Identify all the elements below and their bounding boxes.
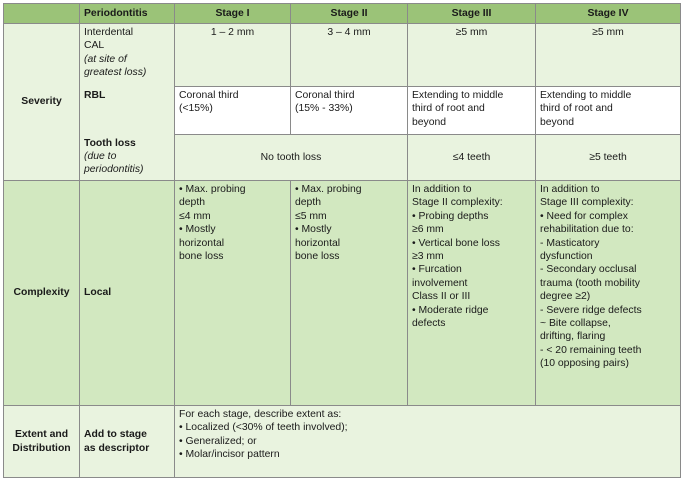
header-row [4,4,681,24]
cal-stage-4: ≥5 mm [536,24,681,87]
complexity-stage-1: • Max. probing depth ≤4 mm • Mostly horizontal bone loss [175,181,291,406]
severity-label: Severity [4,24,80,181]
rbl-label: RBL [80,87,175,135]
header-periodontitis: Periodontitis [80,4,175,24]
cal-stage-2: 3 – 4 mm [291,24,408,87]
header-stage-4: Stage IV [536,4,681,24]
header-stage-2: Stage II [291,4,408,24]
extent-row [4,406,681,478]
complexity-row [4,181,681,406]
tooth-loss-label: Tooth loss [84,137,136,149]
complexity-label: Complexity [4,181,80,406]
rbl-stage-2: Coronal third (15% - 33%) [291,87,408,135]
staging-table-container [3,3,680,488]
tooth-loss-label-cell [80,135,175,181]
tooth-loss-stage-1-2: No tooth loss [175,135,408,181]
tooth-loss-stage-3: ≤4 teeth [408,135,536,181]
cal-stage-3: ≥5 mm [408,24,536,87]
extent-label: Extent and Distribution [4,406,80,478]
tooth-loss-note: (due to periodontitis) [84,150,144,176]
complexity-stage-3: In addition to Stage II complexity: • Probing depths ≥6 mm • Vertical bone loss ≥3 mm • Furcation involvement Class II or III • Moderate ridge defects [408,181,536,406]
cal-label-cell [80,24,175,87]
rbl-stage-1: Coronal third (<15%) [175,87,291,135]
extent-description: For each stage, describe extent as: • Localized (<30% of teeth involved); • Generalized; or • Molar/incisor pattern [175,406,681,478]
complexity-local-label: Local [80,181,175,406]
severity-rbl-row [4,87,681,135]
header-blank [4,4,80,24]
complexity-stage-4: In addition to Stage III complexity: • Need for complex rehabilitation due to: - Masticatory dysfunction - Secondary occlusal trauma (tooth mobility degree ≥2) - Severe ridge defects ~ Bite collapse, drifting, flaring - < 20 remaining teeth (10 opposing pairs) [536,181,681,406]
severity-cal-row [4,24,681,87]
header-stage-3: Stage III [408,4,536,24]
rbl-stage-4: Extending to middle third of root and beyond [536,87,681,135]
extent-descriptor-label: Add to stage as descriptor [80,406,175,478]
cal-stage-1: 1 – 2 mm [175,24,291,87]
complexity-stage-2: • Max. probing depth ≤5 mm • Mostly horizontal bone loss [291,181,408,406]
cal-label: Interdental CAL [84,27,134,52]
rbl-stage-3: Extending to middle third of root and beyond [408,87,536,135]
tooth-loss-stage-4: ≥5 teeth [536,135,681,181]
header-stage-1: Stage I [175,4,291,24]
periodontitis-staging-table [3,3,681,478]
severity-tooth-loss-row [4,135,681,181]
cal-note: (at site of greatest loss) [84,53,147,79]
